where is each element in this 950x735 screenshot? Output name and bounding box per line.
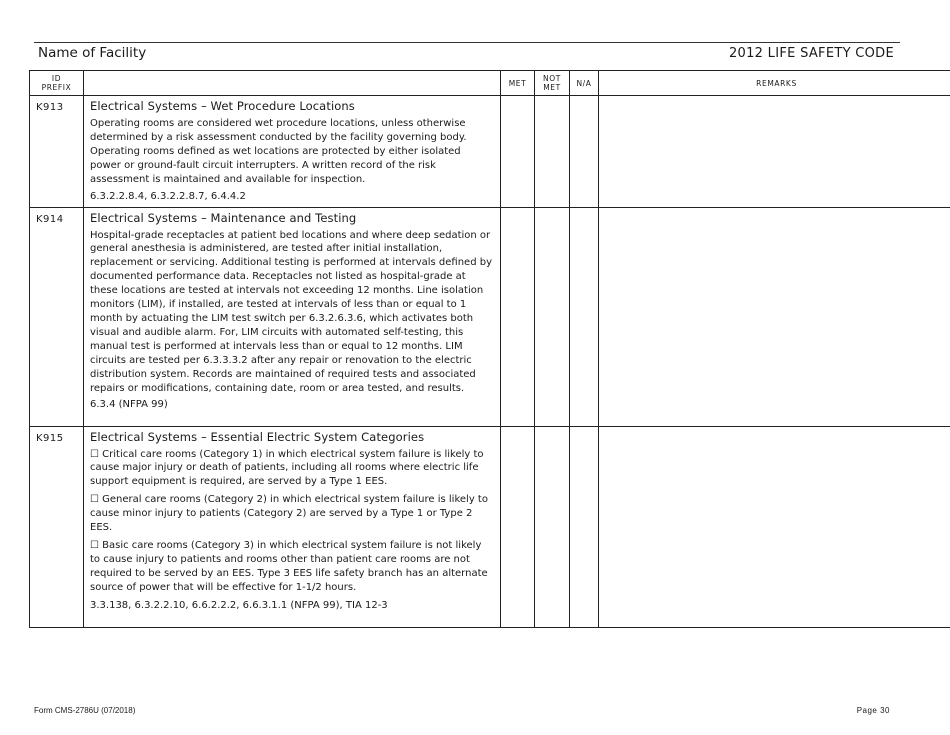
column-header-na: N/A	[570, 71, 599, 96]
survey-table	[29, 70, 950, 628]
life-safety-code-title: 2012 LIFE SAFETY CODE	[728, 46, 894, 61]
page-header	[34, 42, 900, 67]
option-basic-care: ☐ Basic care rooms (Category 3) in which electrical system failure is not likely to cause injury to patients and rooms other than patient care rooms are not required to be served by an EES. Type 3 EES life safety branch has an alternate source of power that will be effective for 1-1/2 hours.	[90, 539, 488, 593]
requirement-cell	[84, 426, 501, 627]
met-cell[interactable]	[501, 426, 535, 627]
na-cell[interactable]	[570, 96, 599, 208]
item-title: Electrical Systems – Essential Electric System Categories	[90, 429, 425, 444]
remarks-cell[interactable]	[599, 96, 950, 208]
option-general-care: ☐ General care rooms (Category 2) in which electrical system failure is likely to cause minor injury to patients (Category 2) are served by a Type 1 or Type 2 EES.	[90, 494, 488, 534]
table-header-row	[30, 71, 950, 96]
remarks-cell[interactable]	[599, 207, 950, 426]
checkbox-icon[interactable]: ☐	[90, 539, 99, 551]
column-header-remarks: REMARKS	[599, 71, 950, 96]
not-met-cell[interactable]	[535, 207, 570, 426]
checkbox-icon[interactable]: ☐	[90, 494, 99, 506]
form-id: Form CMS-2786U (07/2018)	[34, 706, 136, 715]
column-header-id-prefix: ID PREFIX	[30, 71, 84, 96]
table-row	[30, 207, 950, 426]
checkbox-icon[interactable]: ☐	[90, 448, 99, 460]
id-prefix-cell: K915	[30, 426, 84, 627]
item-reference: 6.3.2.2.8.4, 6.3.2.2.8.7, 6.4.4.2	[90, 190, 246, 202]
id-prefix-cell: K914	[30, 207, 84, 426]
requirement-cell	[84, 207, 501, 426]
item-reference: 6.3.4 (NFPA 99)	[90, 399, 168, 411]
table-row	[30, 96, 950, 208]
na-cell[interactable]	[570, 426, 599, 627]
option-critical-care: ☐ Critical care rooms (Category 1) in which electrical system failure is likely to cause major injury or death of patients, including all rooms where electric life support equipment is required, are served by a Type 1 EES.	[90, 448, 484, 488]
item-body: Hospital-grade receptacles at patient bed locations and where deep sedation or general anesthesia is administered, are tested after initial installation, replacement or servicing. Additional testing is performed at intervals defined by documented performance data. Receptacles not listed as hospital-grade at these locations are tested at intervals not exceeding 12 months. Line isolation monitors (LIM), if installed, are tested at intervals of less than or equal to 1 month by actuating the LIM test switch per 6.3.2.6.3.6, which activates both visual and audible alarm. For, LIM circuits with automated self-testing, this manual test is performed at intervals less than or equal to 12 months. LIM circuits are tested per 6.3.3.3.2 after any repair or renovation to the electric distribution system. Records are maintained of required tests and associated repairs or modifications, containing date, room or area tested, and results.	[90, 229, 492, 394]
remarks-cell[interactable]	[599, 426, 950, 627]
na-cell[interactable]	[570, 207, 599, 426]
facility-name-label: Name of Facility	[38, 45, 147, 61]
column-header-met: MET	[501, 71, 535, 96]
item-title: Electrical Systems – Wet Procedure Locations	[90, 99, 355, 113]
column-header-requirement	[84, 71, 501, 96]
table-row	[30, 426, 950, 627]
id-prefix-cell: K913	[30, 96, 84, 208]
met-cell[interactable]	[501, 96, 535, 208]
item-body: Operating rooms are considered wet procedure locations, unless otherwise determined by a risk assessment conducted by the facility governing body. Operating rooms defined as wet locations are protected by either isolated power or ground-fault circuit interrupters. A written record of the risk assessment is maintained and available for inspection.	[90, 118, 467, 185]
requirement-cell	[84, 96, 501, 208]
not-met-cell[interactable]	[535, 96, 570, 208]
column-header-not-met: NOT MET	[535, 71, 570, 96]
not-met-cell[interactable]	[535, 426, 570, 627]
item-title: Electrical Systems – Maintenance and Testing	[90, 210, 357, 225]
page-number: Page 30	[856, 706, 890, 715]
met-cell[interactable]	[501, 207, 535, 426]
item-reference: 3.3.138, 6.3.2.2.10, 6.6.2.2.2, 6.6.3.1.1 (NFPA 99), TIA 12-3	[90, 599, 388, 611]
